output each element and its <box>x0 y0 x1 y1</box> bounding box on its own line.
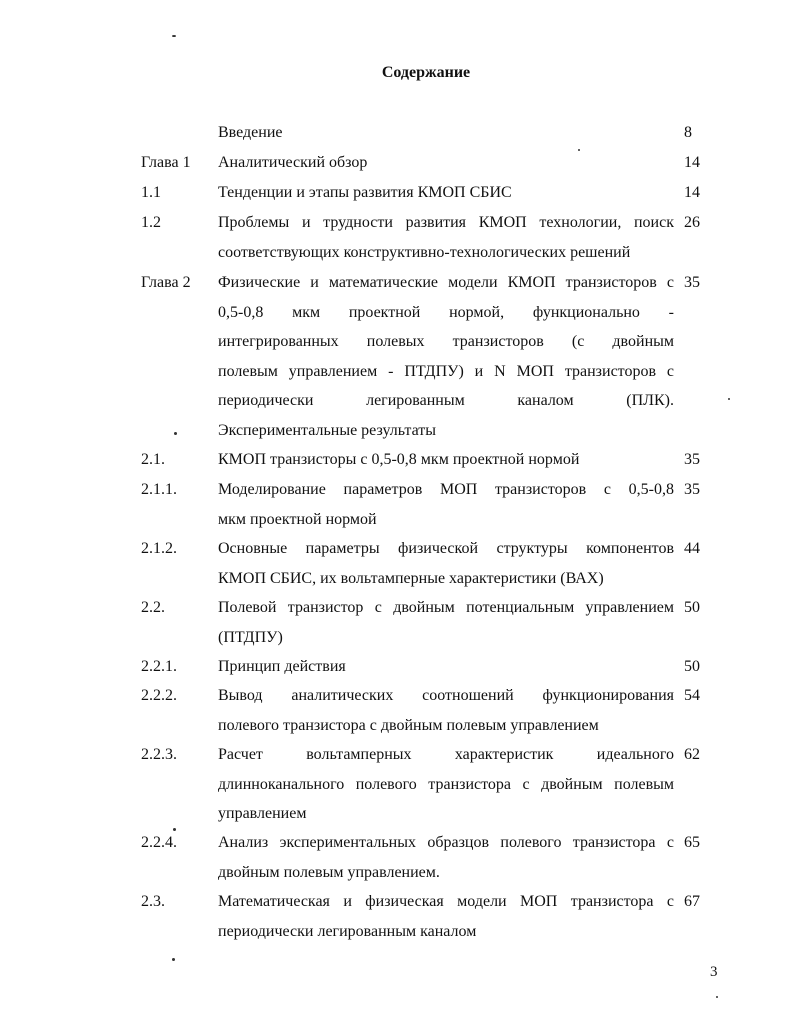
toc-entry-title-line: периодически легированным каналом (ПЛК). <box>218 392 674 409</box>
toc-entry-title-line: длинноканального полевого транзистора с двойным полевым <box>218 775 674 793</box>
toc-entry-title-line: Вывод аналитических соотношений функционирования <box>218 687 674 704</box>
scan-speck <box>172 958 175 961</box>
toc-entry-title <box>218 475 674 534</box>
toc-entry-title-line: управлением <box>218 805 307 822</box>
toc-entry-title <box>218 118 674 148</box>
toc-entry-title <box>218 593 674 652</box>
scan-speck <box>174 432 177 435</box>
toc-entry-title-line: Расчет вольтамперных характеристик идеального <box>218 746 674 763</box>
toc-entry-number: 2.2.2. <box>141 687 177 704</box>
toc-entry-title <box>218 740 674 829</box>
toc-entry-number: 2.1. <box>141 451 165 468</box>
toc-entry-page: 50 <box>684 658 700 675</box>
toc-entry-page: 8 <box>684 124 692 141</box>
toc-entry-page: 62 <box>684 746 700 763</box>
scan-speck <box>578 149 580 151</box>
toc-entry-page: 65 <box>684 834 700 851</box>
toc-entry-title-line: периодически легированным каналом <box>218 922 477 940</box>
toc-entry-title-line: Основные параметры физической структуры компонентов <box>218 540 674 557</box>
toc-entry-page: 44 <box>684 540 700 557</box>
toc-entry-number: 2.2.3. <box>141 746 177 763</box>
toc-entry-number: 2.2.1. <box>141 658 177 675</box>
toc-entry-title-line: Физические и математические модели КМОП транзисторов с <box>218 274 674 291</box>
toc-entry-title-line: Анализ экспериментальных образцов полевого транзистора с <box>218 834 674 851</box>
toc-entry-page: 14 <box>684 154 700 171</box>
scan-speck <box>716 996 718 998</box>
toc-entry-title <box>218 887 674 946</box>
toc-entry-title-line: КМОП транзисторы с 0,5-0,8 мкм проектной нормой <box>218 451 580 468</box>
toc-entry-page: 35 <box>684 481 700 498</box>
toc-entry-title <box>218 681 674 740</box>
toc-entry-title-line: КМОП СБИС, их вольтамперные характеристики (ВАХ) <box>218 569 604 587</box>
toc-entry-title-line: мкм проектной нормой <box>218 510 377 528</box>
scan-speck <box>728 398 730 400</box>
toc-entry-number: 2.1.1. <box>141 481 177 498</box>
toc-entry-title-line: Принцип действия <box>218 658 346 675</box>
toc-entry-title-line: интегрированных полевых транзисторов (с двойным <box>218 333 674 350</box>
toc-entry-number: 1.2 <box>141 214 161 231</box>
toc-entry-page: 35 <box>684 274 700 291</box>
toc-entry-title <box>218 828 674 887</box>
toc-entry-number: 2.1.2. <box>141 540 177 557</box>
toc-entry-title-line: Математическая и физическая модели МОП транзистора с <box>218 893 674 910</box>
page-title: Содержание <box>381 64 471 81</box>
toc-entry-number: Глава 2 <box>141 274 191 291</box>
toc-entry-title-line: Тенденции и этапы развития КМОП СБИС <box>218 184 512 201</box>
toc-entry-page: 14 <box>684 184 700 201</box>
toc-entry-title <box>218 148 674 178</box>
page-number: 3 <box>710 964 718 980</box>
toc-entry-title <box>218 208 674 267</box>
toc-entry-title <box>218 445 674 475</box>
toc-entry-title-line: Введение <box>218 124 283 141</box>
toc-entry-title <box>218 268 674 445</box>
toc-entry-title-line: 0,5-0,8 мкм проектной нормой, функционально - <box>218 303 674 321</box>
toc-entry-title-line: соответствующих конструктивно-технологических решений <box>218 243 631 261</box>
toc-entry-number: 1.1 <box>141 184 161 201</box>
toc-entry-title-line: (ПТДПУ) <box>218 628 283 646</box>
toc-entry-title <box>218 652 674 682</box>
toc-entry-page: 67 <box>684 893 700 910</box>
toc-entry-page: 35 <box>684 451 700 468</box>
toc-entry-page: 26 <box>684 214 700 231</box>
toc-entry-page: 54 <box>684 687 700 704</box>
toc-entry-title-line: Экспериментальные результаты <box>218 421 437 439</box>
toc-entry-number: Глава 1 <box>141 154 191 171</box>
scan-speck <box>172 35 176 37</box>
toc-entry-number: 2.3. <box>141 893 165 910</box>
scan-speck <box>173 828 176 831</box>
toc-entry-title-line: Проблемы и трудности развития КМОП технологии, поиск <box>218 214 674 231</box>
toc-entry-title <box>218 178 674 208</box>
toc-entry-title-line: двойным полевым управлением. <box>218 863 440 881</box>
toc-entry-number: 2.2. <box>141 599 165 616</box>
toc-entry-title-line: Аналитический обзор <box>218 154 368 171</box>
toc-entry-page: 50 <box>684 599 700 616</box>
toc-entry-title-line: полевым управлением - ПТДПУ) и N МОП транзисторов с <box>218 362 674 380</box>
toc-entry-number: 2.2.4. <box>141 834 177 851</box>
toc-entry-title-line: полевого транзистора с двойным полевым управлением <box>218 716 599 734</box>
toc-entry-title-line: Полевой транзистор с двойным потенциальным управлением <box>218 599 674 616</box>
toc-entry-title <box>218 534 674 593</box>
toc-entry-title-line: Моделирование параметров МОП транзисторов с 0,5-0,8 <box>218 481 674 498</box>
